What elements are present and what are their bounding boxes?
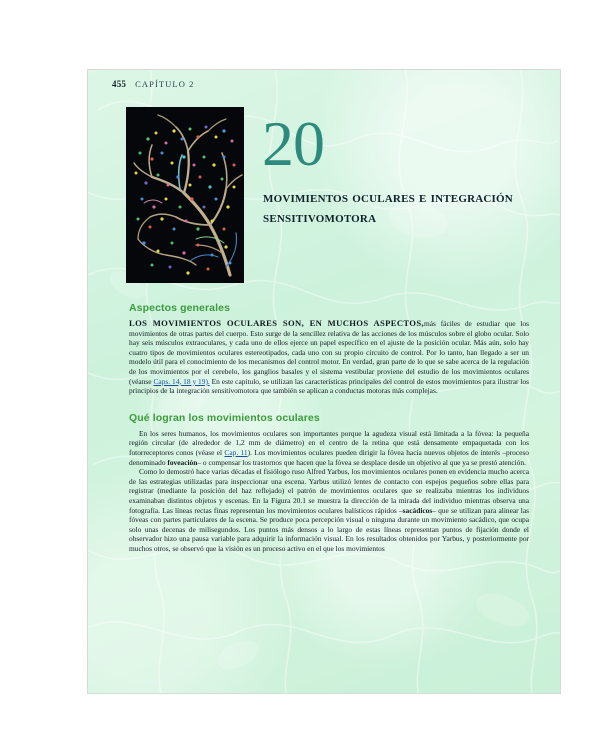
- body-column: [129, 302, 529, 553]
- paragraph-yarbus: [129, 467, 529, 553]
- fovea-text-a: En los seres humanos, los movimientos oculares son importantes porque la agudeza visual está limitada a la fóvea: la pequeña región circular (de alrededor de 1,2 mm de diámetro) en el centro de la retina que está densamente empaquetada con los fotorreceptores conos (véase el: [129, 428, 529, 457]
- running-title: CAPÍTULO 2: [135, 79, 195, 89]
- figure-reference: Figura 20.1: [271, 495, 306, 505]
- fovea-text-b: ). Los movimientos oculares pueden dirigir la fóvea hacia nuevos objetos de interés –proceso denominado: [129, 447, 530, 467]
- chapter-number: 20: [262, 108, 324, 179]
- fovea-text-c: – o compensar los trastornos que hacen que la fóvea se desplace desde un objetivo al que ya se prestó atención.: [197, 457, 526, 467]
- yarbus-text-c: – que se utilizan para alinear las fóveas con partes particulares de la escena. Se produce poca percepción visual o ninguna durante un movimiento sacádico, que ocupa solo unas decenas de milisegundos. Los puntos más densos a lo largo de estas líneas representan puntos de fijación donde el observador hizo una pausa variable para adquirir la información visual. En los resultados obtenidos por Yarbus, y posteriormente por muchos otros, se observó que la visión es un proceso activo en el que los movimientos: [129, 505, 529, 553]
- chapter-title: movimientos oculares e integración sensitivomotora: [263, 189, 513, 227]
- term-foveacion: foveación: [167, 457, 198, 467]
- cross-reference-link[interactable]: Caps. 14, 18 y 19).: [153, 376, 210, 386]
- yarbus-text-a: Como lo demostró hace varias décadas el fisiólogo ruso Alfred Yarbus, los movimientos oculares ponen en evidencia mucho acerca de las estrategias utilizadas para inspeccionar una escena. Yarbus utilizó lentes de contacto con espejos pequeños sobre ellas para registrar (mediante la posición del haz reflejado) el patrón de movimientos oculares que se realizaba mientras los individuos examinaban distintos objetos y escenas. En la: [129, 467, 529, 505]
- yarbus-text-b: se muestra la dirección de la mirada del individuo mientras observa una fotografía. Las líneas rectas finas representan los movimientos oculares balísticos rápidos –: [129, 495, 529, 515]
- overview-paragraph: [129, 319, 529, 396]
- neuron-micrograph: [126, 107, 244, 283]
- section-heading-overview: Aspectos generales: [129, 302, 231, 314]
- running-head: [112, 79, 195, 89]
- overview-text-a: más fáciles de estudiar que los movimientos de otras partes del cuerpo. Esto surge de la sencillez relativa de las acciones de los músculos sobre el globo ocular. Solo hay seis músculos extraoculares, y cada uno de ellos ejerce un papel específico en el ajuste de la posición ocular. Más aún, solo hay cuatro tipos de movimientos oculares estereotipados, cada uno con su propio circuito de control. Por lo tanto, han llegado a ser un modelo útil para el conocimiento de los mecanismos del control motor. En verdad, gran parte de lo que se sabe acerca de la regulación de los movimientos por el cerebelo, los ganglios basales y el sistema vestibular proviene del estudio de los movimientos oculares (véanse: [129, 319, 529, 386]
- section-heading-what-eye-movements-achieve: Qué logran los movimientos oculares: [129, 411, 320, 424]
- lead-in-text: LOS MOVIMIENTOS OCULARES SON, EN MUCHOS ASPECTOS,: [129, 318, 424, 328]
- overview-text-b: En este capítulo, se utilizan las características principales del control de estos movimientos para ilustrar los principios de la integración sensitivomotora que también se aplican a conductas motoras más complejas.: [129, 376, 529, 396]
- book-page: [88, 70, 560, 693]
- paragraph-fovea: [129, 429, 529, 467]
- term-sacadicos: sacádicos: [402, 505, 433, 515]
- page-folio: 455: [112, 79, 127, 89]
- cap11-link[interactable]: Cap. 11: [224, 447, 248, 457]
